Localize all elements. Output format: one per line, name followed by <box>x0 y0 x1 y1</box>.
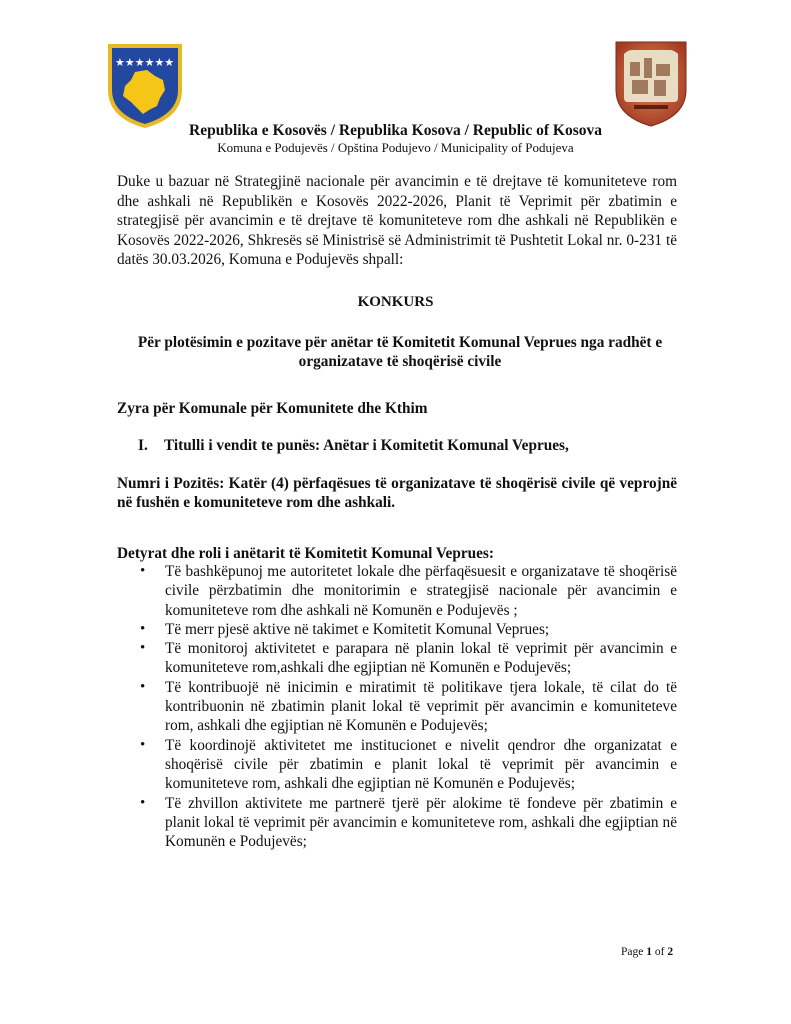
list-item: • Të koordinojë aktivitetet me institucionet e nivelit qendror dhe organizatat e shoqërisë civile për zbatimin e planit lokal të veprimit për avancimin e komuniteteve rom, ashkali dhe egjiptian në Komunën e Podujevës; <box>137 736 677 794</box>
list-item: • Të kontribuojë në inicimin e miratimit të politikave tjera lokale, të cilat do të kontribuonin në zbatimin planit lokal të veprimit për avancimin e komuniteteve rom, ashkali dhe egjiptian në Komunën e Podujevës; <box>137 678 677 736</box>
list-item: • Të bashkëpunoj me autoritetet lokale dhe përfaqësuesit e organizatave të shoqërisë civile përzbatimin dhe monitorimin e strategjisë nacionale për avancimin e komuniteteve rom dhe ashkali në Komunën e Podujevës ; <box>137 562 677 620</box>
republic-header: Republika e Kosovës / Republika Kosova / Republic of Kosova <box>189 122 602 139</box>
list-item: • Të zhvillon aktivitete me partnerë tjerë për alokime të fondeve për zbatimin e planit lokal të veprimit për avancimin e komuniteteve rom, ashkali dhe egjiptian në Komunën e Podujevës; <box>137 794 677 852</box>
list-item: • Të merr pjesë aktive në takimet e Komitetit Komunal Veprues; <box>137 620 677 639</box>
kosovo-emblem-icon <box>105 40 185 130</box>
intro-paragraph: Duke u bazuar në Strategjinë nacionale për avancimin e të drejtave të komuniteteve rom dhe ashkali në Republikën e Kosovës 2022-2026, Planit të Veprimit për zbatimin e strategjisë për avancimin e të drejtave të komuniteteve rom dhe ashkali në Republikën e Kosovës 2022-2026, Shkresës së Ministrisë së Administrimit të Pushtetit Lokal nr. 0-231 të datës 30.03.2026, Komuna e Podujevës shpall: <box>117 173 677 268</box>
list-item: • Të monitoroj aktivitetet e parapara në planin lokal të veprimit për avancimin e komuniteteve rom,ashkali dhe egjiptian në Komunën e Podujevës; <box>137 639 677 678</box>
podujeva-emblem-icon <box>614 40 688 128</box>
document-title: KONKURS <box>357 294 434 310</box>
page-number: Page 1 of 2 <box>621 946 674 958</box>
section-heading <box>138 437 569 455</box>
section-text: Titulli i vendit te punës: Anëtar i Komitetit Komunal Veprues, <box>164 437 569 454</box>
document-subtitle: Për plotësimin e pozitave për anëtar të Komitetit Komunal Veprues nga radhët e organizatave të shoqërisë civile <box>137 334 663 370</box>
section-number: I. <box>138 437 148 454</box>
municipality-header: Komuna e Podujevës / Opština Podujevo / Municipality of Podujeva <box>217 140 574 155</box>
positions-paragraph: Numri i Pozitës: Katër (4) përfaqësues të organizatave të shoqërisë civile që veprojnë në fushën e komuniteteve rom dhe ashkali. <box>117 475 677 511</box>
duties-heading: Detyrat dhe roli i anëtarit të Komitetit Komunal Veprues: <box>117 545 494 562</box>
svg-text:★★★★★★: ★★★★★★ <box>115 56 175 69</box>
duties-list <box>137 562 677 851</box>
office-heading: Zyra për Komunale për Komunitete dhe Kthim <box>117 400 428 417</box>
